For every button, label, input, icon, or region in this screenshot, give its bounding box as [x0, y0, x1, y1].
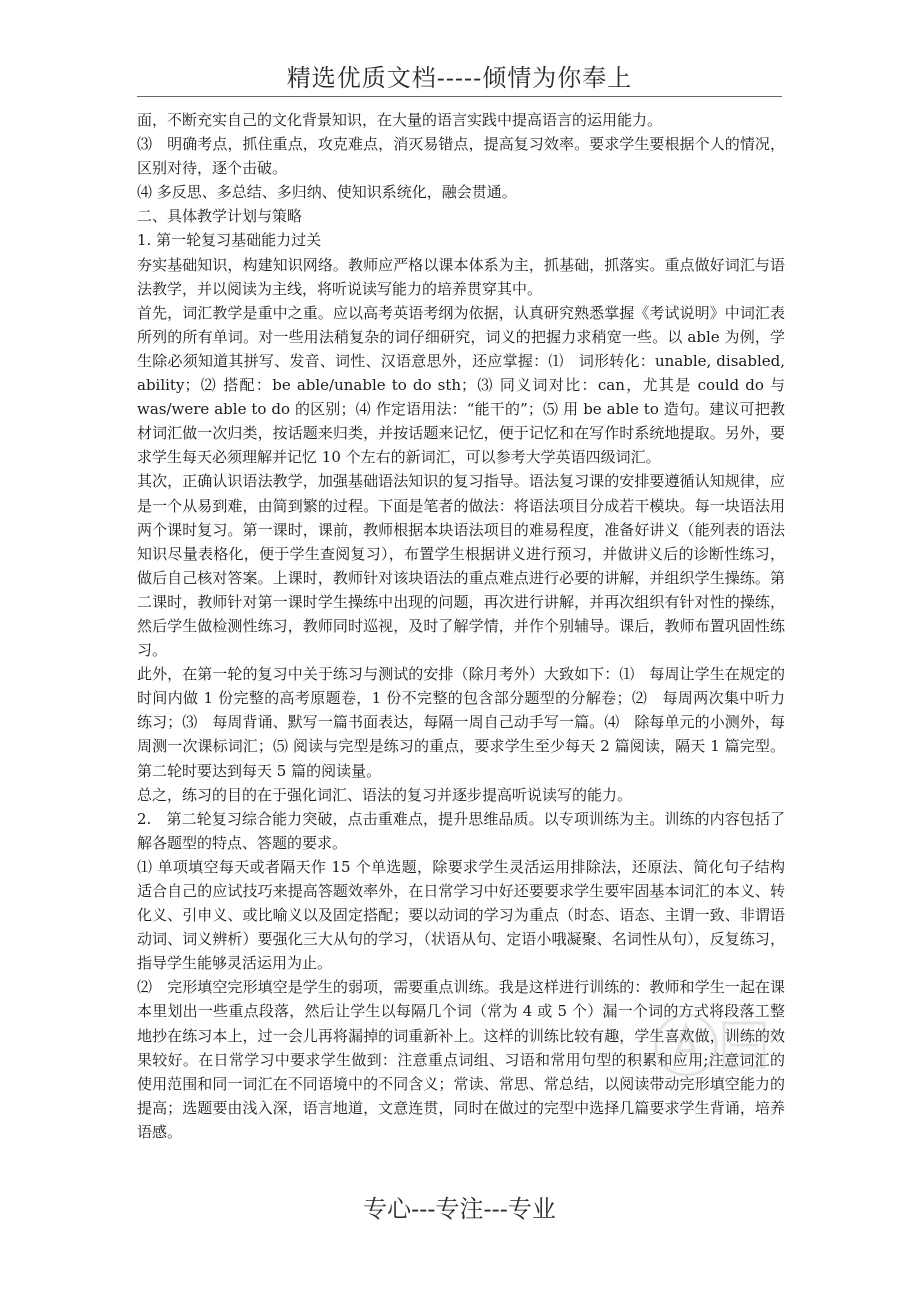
subsection-heading: 1. 第一轮复习基础能力过关 [137, 231, 322, 250]
section-heading: 二、具体教学计划与策略 [137, 207, 303, 226]
paragraph: 夯实基础知识，构建知识网络。教师应严格以课本体系为主，抓基础，抓落实。重点做好词汇与语法教学，并以阅读为主线，将听说读写能力的培养贯穿其中。 [137, 255, 785, 298]
paragraph: ⑶ 明确考点，抓住重点，攻克难点，消灭易错点，提高复习效率。要求学生要根据个人的情况，区别对待，逐个击破。 [137, 135, 785, 178]
paragraph: 面，不断充实自己的文化背景知识，在大量的语言实践中提高语言的运用能力。 [137, 111, 663, 129]
paragraph: 此外，在第一轮的复习中关于练习与测试的安排（除月考外）大致如下：⑴ 每周让学生在规定的时间内做 1 份完整的高考原题卷，1 份不完整的包含部分题型的分解卷；⑵ 每周两次集中听力练习；⑶ 每周背诵、默写一篇书面表达，每隔一周自己动手写一篇。⑷ 除每单元的小测外，每周测一次课标词汇；⑸ 阅读与完型是练习的重点，要求学生至少每天 2 篇阅读，隔天 1 篇完型。第二轮时要达到每天 5 篇的阅读量。 [137, 665, 785, 780]
paragraph: 首先，词汇教学是重中之重。应以高考英语考纲为依据，认真研究熟悉掌握《考试说明》中词汇表所列的所有单词。对一些用法稍复杂的词仔细研究，词义的把握力求稍宽一些。以 able 为例，学生除必须知道其拼写、发音、词性、汉语意思外，还应掌握：⑴ 词形转化：unable, disabled, ability；⑵ 搭配：be able/unable to do sth；⑶ 同义词对比：can，尤其是 could do 与 was/were able to do 的区别；⑷ 作定语用法：“能干的”；⑸ 用 be able to 造句。建议可把教材词汇做一次归类，按话题来归类，并按话题来记忆，便于记忆和在写作时系统地提取。另外，要求学生每天必须理解并记忆 10 个左右的新词汇，可以参考大学英语四级词汇。 [137, 303, 785, 467]
page-footer: 专心---专注---专业 [363, 1195, 556, 1223]
page-header-title: 精选优质文档-----倾情为你奉上 [286, 64, 633, 92]
paragraph: ⑵ 完形填空完形填空是学生的弱项，需要重点训练。我是这样进行训练的：教师和学生一起在课本里划出一些重点段落，然后让学生以每隔几个词（常为 4 或 5 个）漏一个词的方式将段落工整地抄在练习本上，过一会儿再将漏掉的词重新补上。这样的训练比较有趣，学生喜欢做，训练的效果较好。在日常学习中要求学生做到：注意重点词组、习语和常用句型的积累和应用;注意词汇的使用范围和同一词汇在不同语境中的不同含义；常读、常思、常总结，以阅读带动完形填空能力的提高；选题要由浅入深，语言地道，文意连贯，同时在做过的完型中选择几篇要求学生背诵，培养语感。 [137, 978, 785, 1141]
paragraph: 总之，练习的目的在于强化词汇、语法的复习并逐步提高听说读写的能力。 [137, 785, 633, 804]
paragraph: 其次，正确认识语法教学，加强基础语法知识的复习指导。语法复习课的安排要遵循认知规律，应是一个从易到难，由简到繁的过程。下面是笔者的做法：将语法项目分成若干模块。每一块语法用两个课时复习。第一课时，课前，教师根据本块语法项目的难易程度，准备好讲义（能列表的语法知识尽量表格化，便于学生查阅复习），布置学生根据讲义进行预习，并做讲义后的诊断性练习，做后自己核对答案。上课时，教师针对该块语法的重点难点进行必要的讲解，并组织学生操练。第二课时，教师针对第一课时学生操练中出现的问题，再次进行讲解，并再次组织有针对性的操练，然后学生做检测性练习，教师同时巡视，及时了解学情，并作个别辅导。课后，教师布置巩固性练习。 [137, 472, 785, 660]
document-body [137, 108, 785, 1144]
paragraph: ⑷ 多反思、多总结、多归纳、使知识系统化，融会贯通。 [137, 183, 517, 202]
paragraph: 2. 第二轮复习综合能力突破，点击重难点，提升思维品质。以专项训练为主。训练的内容包括了解各题型的特点、答题的要求。 [137, 809, 785, 852]
header-divider [137, 96, 782, 97]
paragraph: ⑴ 单项填空每天或者隔天作 15 个单选题，除要求学生灵活运用排除法，还原法、简化句子结构适合自己的应试技巧来提高答题效率外，在日常学习中好还要要求学生要牢固基本词汇的本义、转化义、引申义、或比喻义以及固定搭配；要以动词的学习为重点（时态、语态、主谓一致、非谓语动词、词义辨析）要强化三大从句的学习，（状语从句、定语小哦凝聚、名词性从句），反复练习，指导学生能够灵活运用为止。 [137, 857, 785, 973]
